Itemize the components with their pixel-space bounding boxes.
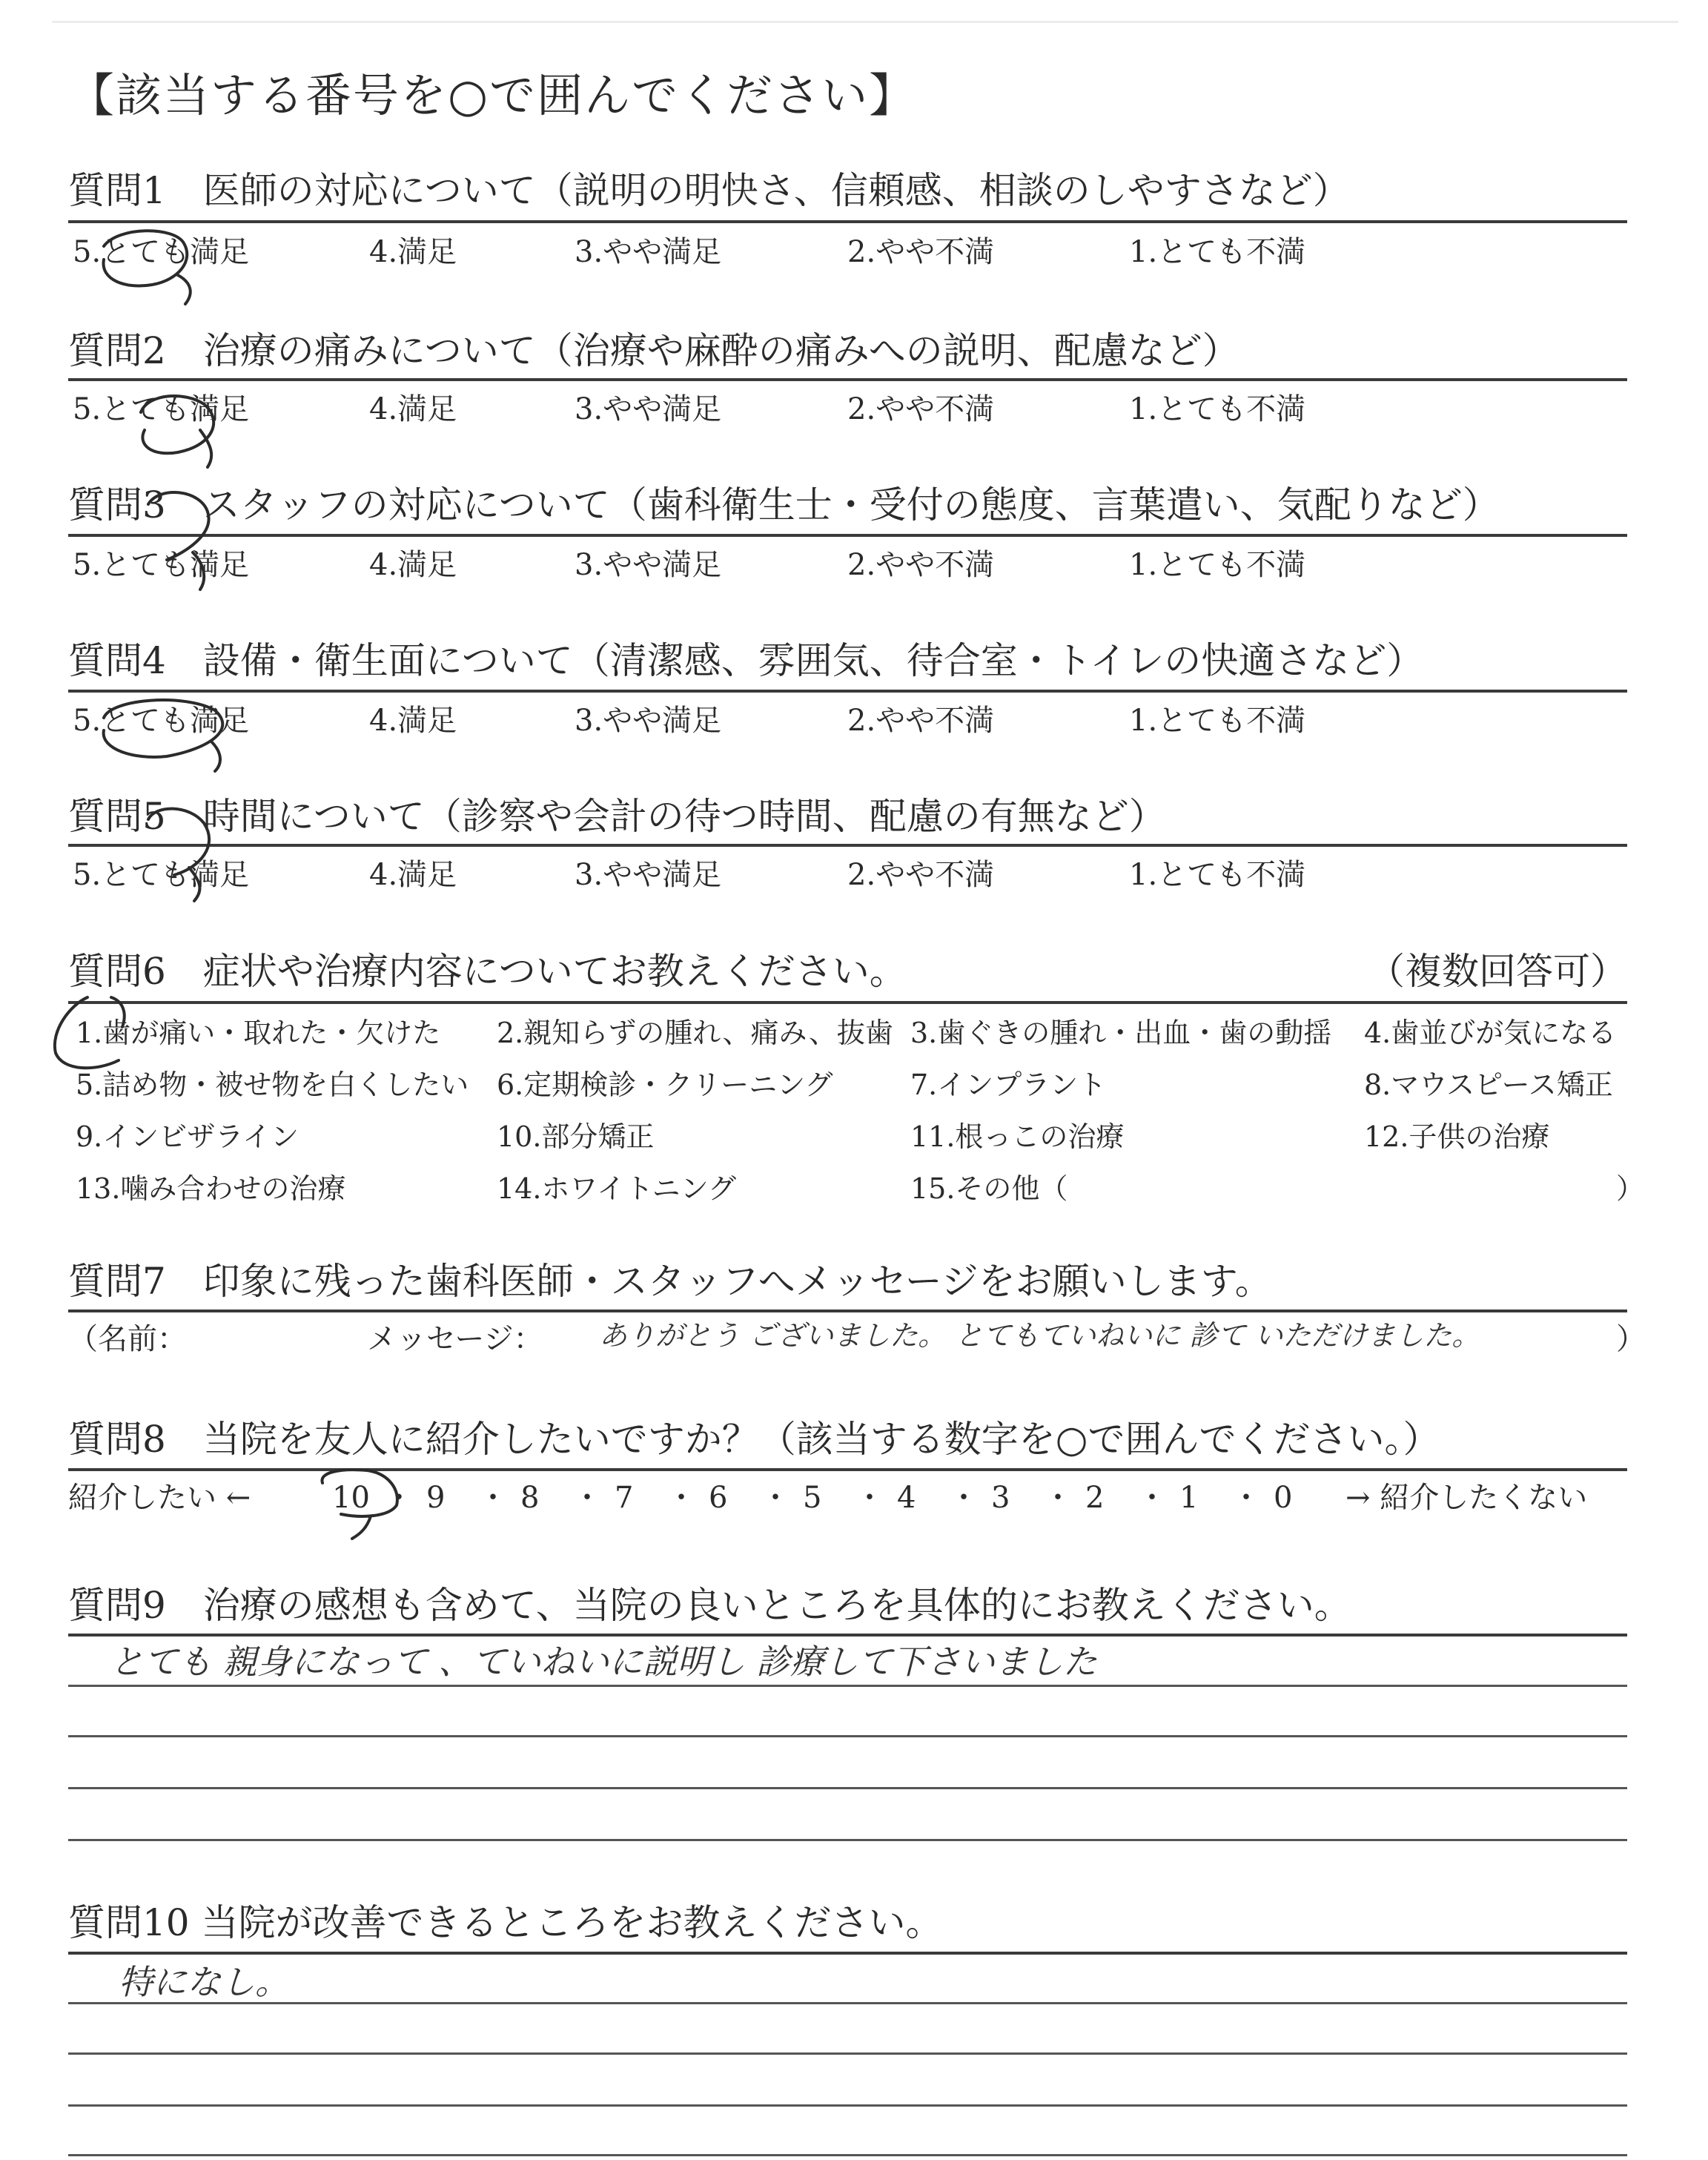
question-7-title: 質問7 印象に残った歯科医師・スタッフへメッセージをお願いします。 xyxy=(68,1260,1272,1303)
question-6-title: 質問6 症状や治療内容についてお教えください。 xyxy=(68,950,907,993)
q6-option[interactable]: 3.歯ぐきの腫れ・出血・歯の動揺 xyxy=(910,1017,1332,1049)
q3-option-3[interactable]: 3.やや満足 xyxy=(575,548,722,582)
scale-value-7[interactable]: 7 xyxy=(615,1481,634,1515)
q5-option-2[interactable]: 2.やや不満 xyxy=(847,858,995,892)
q1-option-1[interactable]: 1.とても不満 xyxy=(1129,235,1306,269)
scale-separator: ・ xyxy=(572,1481,602,1515)
q6-option[interactable]: 10.部分矯正 xyxy=(497,1120,655,1153)
writing-line xyxy=(68,1735,1627,1737)
handwritten-message[interactable]: ありがとう ございました。 とてもていねいに 診て いただけました。 xyxy=(599,1319,1480,1352)
question-5-title: 質問5 時間について（診察や会計の待つ時間、配慮の有無など） xyxy=(68,795,1166,838)
divider xyxy=(68,1309,1627,1312)
divider xyxy=(68,844,1627,847)
q6-option[interactable]: 1.歯が痛い・取れた・欠けた xyxy=(76,1017,441,1049)
question-10-title: 質問10 当院が改善できるところをお教えください。 xyxy=(68,1901,943,1944)
scale-separator: ・ xyxy=(1043,1481,1073,1515)
q6-option[interactable]: 12.子供の治療 xyxy=(1364,1120,1550,1153)
q6-option[interactable]: 5.詰め物・被せ物を白くしたい xyxy=(76,1069,469,1101)
q6-option[interactable]: 8.マウスピース矯正 xyxy=(1364,1069,1613,1101)
divider xyxy=(68,220,1627,223)
q2-option-3[interactable]: 3.やや満足 xyxy=(575,392,722,426)
scale-value-1[interactable]: 1 xyxy=(1179,1481,1199,1515)
q4-option-2[interactable]: 2.やや不満 xyxy=(847,704,995,738)
q6-option[interactable]: 15.その他（ xyxy=(910,1172,1068,1205)
question-1-title: 質問1 医師の対応について（説明の明快さ、信頼感、相談のしやすさなど） xyxy=(68,169,1350,212)
name-label: （名前： xyxy=(68,1322,187,1356)
q1-option-3[interactable]: 3.やや満足 xyxy=(575,235,722,269)
scale-value-0[interactable]: 0 xyxy=(1274,1481,1293,1515)
writing-line xyxy=(68,2104,1627,2107)
q6-option[interactable]: 9.インビザライン xyxy=(76,1120,299,1153)
q6-option[interactable]: 14.ホワイトニング xyxy=(497,1172,737,1205)
divider xyxy=(68,534,1627,537)
question-3-title: 質問3 スタッフの対応について（歯科衛生士・受付の態度、言葉遣い、気配りなど） xyxy=(68,483,1500,526)
scale-separator: ・ xyxy=(1137,1481,1167,1515)
q4-option-5[interactable]: 5.とても満足 xyxy=(73,704,250,738)
question-8-title: 質問8 当院を友人に紹介したいですか？（該当する数字を○で囲んでください。） xyxy=(68,1418,1440,1461)
q5-option-3[interactable]: 3.やや満足 xyxy=(575,858,722,892)
divider xyxy=(68,378,1627,381)
writing-line xyxy=(68,2154,1627,2156)
q2-option-4[interactable]: 4.満足 xyxy=(369,392,457,426)
scale-value-2[interactable]: 2 xyxy=(1085,1481,1105,1515)
q6-option[interactable]: 11.根っこの治療 xyxy=(910,1120,1125,1153)
q3-option-4[interactable]: 4.満足 xyxy=(369,548,457,582)
scale-value-3[interactable]: 3 xyxy=(991,1481,1010,1515)
q6-option[interactable]: 13.噛み合わせの治療 xyxy=(76,1172,346,1205)
message-label: メッセージ： xyxy=(367,1322,543,1356)
q4-option-4[interactable]: 4.満足 xyxy=(369,704,457,738)
other-close-paren: ） xyxy=(1616,1172,1645,1205)
q3-option-1[interactable]: 1.とても不満 xyxy=(1129,548,1306,582)
q2-option-1[interactable]: 1.とても不満 xyxy=(1129,392,1306,426)
divider xyxy=(68,1468,1627,1471)
scale-separator: ・ xyxy=(478,1481,508,1515)
recommend-right-label: → 紹介したくない xyxy=(1345,1481,1588,1515)
page-title: 【該当する番号を○で囲んでください】 xyxy=(68,68,917,122)
scale-value-4[interactable]: 4 xyxy=(897,1481,916,1515)
improvement-answer[interactable]: 特になし。 xyxy=(119,1962,289,2002)
q3-option-5[interactable]: 5.とても満足 xyxy=(73,548,250,582)
question-2-title: 質問2 治療の痛みについて（治療や麻酔の痛みへの説明、配慮など） xyxy=(68,329,1239,372)
writing-line xyxy=(68,2052,1627,2055)
scale-separator: ・ xyxy=(666,1481,696,1515)
writing-line xyxy=(68,1839,1627,1841)
q4-option-1[interactable]: 1.とても不満 xyxy=(1129,704,1306,738)
divider xyxy=(68,690,1627,693)
scale-separator: ・ xyxy=(949,1481,979,1515)
writing-line xyxy=(68,1685,1627,1687)
scale-value-6[interactable]: 6 xyxy=(709,1481,728,1515)
q4-option-3[interactable]: 3.やや満足 xyxy=(575,704,722,738)
recommend-left-label: 紹介したい ← xyxy=(68,1481,251,1515)
writing-line xyxy=(68,1787,1627,1789)
scale-value-9[interactable]: 9 xyxy=(426,1481,446,1515)
scale-separator: ・ xyxy=(855,1481,884,1515)
q5-option-4[interactable]: 4.満足 xyxy=(369,858,457,892)
good-points-answer[interactable]: とても 親身になって 、ていねいに説明し 診療して下さいました xyxy=(110,1642,1097,1682)
q6-option[interactable]: 7.インプラント xyxy=(910,1069,1107,1101)
divider xyxy=(68,1001,1627,1004)
scale-separator: ・ xyxy=(384,1481,414,1515)
scale-value-10[interactable]: 10 xyxy=(332,1481,370,1515)
writing-line xyxy=(68,2002,1627,2004)
q5-option-1[interactable]: 1.とても不満 xyxy=(1129,858,1306,892)
top-edge xyxy=(52,21,1678,23)
scale-value-5[interactable]: 5 xyxy=(803,1481,822,1515)
divider xyxy=(68,1952,1627,1955)
question-4-title: 質問4 設備・衛生面について（清潔感、雰囲気、待合室・トイレの快適さなど） xyxy=(68,639,1424,682)
question-9-title: 質問9 治療の感想も含めて、当院の良いところを具体的にお教えください。 xyxy=(68,1584,1351,1627)
scale-separator: ・ xyxy=(761,1481,790,1515)
q6-option[interactable]: 6.定期検診・クリーニング xyxy=(497,1069,833,1101)
q5-option-5[interactable]: 5.とても満足 xyxy=(73,858,250,892)
q1-option-5[interactable]: 5.とても満足 xyxy=(73,235,250,269)
multiple-answers-note: （複数回答可） xyxy=(1368,950,1627,993)
message-close-paren: ） xyxy=(1616,1322,1646,1356)
q6-option[interactable]: 2.親知らずの腫れ、痛み、抜歯 xyxy=(497,1017,893,1049)
q1-option-2[interactable]: 2.やや不満 xyxy=(847,235,995,269)
q1-option-4[interactable]: 4.満足 xyxy=(369,235,457,269)
q2-option-2[interactable]: 2.やや不満 xyxy=(847,392,995,426)
q2-option-5[interactable]: 5.とても満足 xyxy=(73,392,250,426)
q3-option-2[interactable]: 2.やや不満 xyxy=(847,548,995,582)
scale-separator: ・ xyxy=(1231,1481,1261,1515)
divider xyxy=(68,1634,1627,1636)
q6-option[interactable]: 4.歯並びが気になる xyxy=(1364,1017,1617,1049)
scale-value-8[interactable]: 8 xyxy=(520,1481,540,1515)
